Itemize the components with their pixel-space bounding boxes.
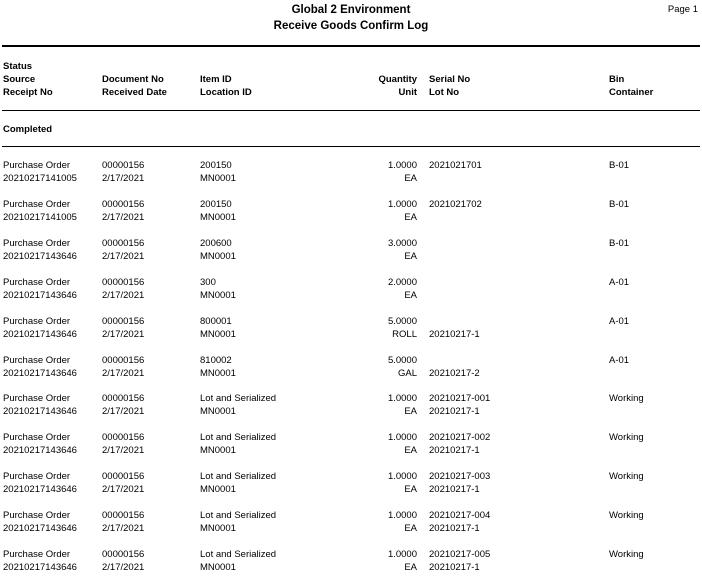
row-serial-no: 20210217-002: [429, 432, 491, 443]
column-header-lot-no: Lot No: [429, 87, 460, 98]
row-item-id: Lot and Serialized: [200, 471, 277, 482]
row-quantity: 1.0000: [387, 160, 417, 171]
row-source: Purchase Order: [3, 432, 71, 443]
column-header-receipt-no: Receipt No: [3, 87, 53, 98]
row-receipt-no: 20210217143646: [3, 484, 77, 495]
row-bin: Working: [609, 471, 644, 482]
row-received-date: 2/17/2021: [102, 212, 145, 223]
row-document-no: 00000156: [102, 238, 145, 249]
row-bin: A-01: [609, 355, 630, 366]
row-received-date: 2/17/2021: [102, 523, 145, 534]
table-row: [0, 315, 702, 342]
row-bin: Working: [609, 510, 644, 521]
column-header-item-id: Item ID: [200, 74, 232, 85]
row-item-id: 200150: [200, 199, 232, 210]
row-document-no: 00000156: [102, 277, 145, 288]
table-row: [0, 470, 702, 497]
row-item-id: 200600: [200, 238, 232, 249]
log-rows: [0, 159, 702, 583]
row-document-no: 00000156: [102, 432, 145, 443]
row-source: Purchase Order: [3, 316, 71, 327]
row-receipt-no: 20210217143646: [3, 368, 77, 379]
column-header-received-date: Received Date: [102, 87, 167, 98]
row-received-date: 2/17/2021: [102, 251, 145, 262]
row-source: Purchase Order: [3, 549, 71, 560]
row-quantity: 1.0000: [387, 199, 417, 210]
row-quantity: 1.0000: [387, 471, 417, 482]
row-document-no: 00000156: [102, 316, 145, 327]
row-receipt-no: 20210217143646: [3, 523, 77, 534]
row-unit: EA: [404, 523, 417, 534]
row-serial-no: 20210217-003: [429, 471, 491, 482]
row-receipt-no: 20210217143646: [3, 251, 77, 262]
row-receipt-no: 20210217143646: [3, 406, 77, 417]
row-bin: Working: [609, 549, 644, 560]
row-unit: EA: [404, 484, 417, 495]
row-unit: EA: [404, 445, 417, 456]
row-document-no: 00000156: [102, 393, 145, 404]
header-divider: [2, 45, 700, 47]
column-header-divider: [2, 110, 700, 111]
row-lot-no: 20210217-1: [429, 445, 480, 456]
row-source: Purchase Order: [3, 238, 71, 249]
row-bin: B-01: [609, 238, 630, 249]
row-document-no: 00000156: [102, 549, 145, 560]
table-row: [0, 354, 702, 381]
table-row: [0, 237, 702, 264]
row-serial-no: 20210217-005: [429, 549, 491, 560]
row-document-no: 00000156: [102, 160, 145, 171]
row-location-id: MN0001: [200, 251, 236, 262]
row-unit: EA: [404, 173, 417, 184]
row-document-no: 00000156: [102, 199, 145, 210]
row-serial-no: 2021021702: [429, 199, 482, 210]
row-location-id: MN0001: [200, 212, 236, 223]
row-location-id: MN0001: [200, 445, 236, 456]
row-source: Purchase Order: [3, 160, 71, 171]
row-received-date: 2/17/2021: [102, 445, 145, 456]
row-source: Purchase Order: [3, 393, 71, 404]
row-item-id: Lot and Serialized: [200, 393, 277, 404]
row-lot-no: 20210217-1: [429, 329, 480, 340]
row-received-date: 2/17/2021: [102, 406, 145, 417]
row-source: Purchase Order: [3, 199, 71, 210]
section-divider: [2, 146, 700, 147]
table-row: [0, 159, 702, 186]
row-lot-no: 20210217-1: [429, 562, 480, 573]
table-row: [0, 198, 702, 225]
column-header-status: Status: [3, 61, 33, 72]
column-header-serial-no: Serial No: [429, 74, 471, 85]
table-row: [0, 431, 702, 458]
row-receipt-no: 20210217143646: [3, 290, 77, 301]
row-bin: Working: [609, 432, 644, 443]
row-serial-no: 20210217-004: [429, 510, 491, 521]
row-location-id: MN0001: [200, 290, 236, 301]
row-item-id: 200150: [200, 160, 232, 171]
row-location-id: MN0001: [200, 368, 236, 379]
row-location-id: MN0001: [200, 406, 236, 417]
row-bin: Working: [609, 393, 644, 404]
row-unit: ROLL: [392, 329, 417, 340]
row-unit: EA: [404, 406, 417, 417]
row-unit: GAL: [397, 368, 417, 379]
column-header-quantity: Quantity: [378, 74, 417, 85]
row-document-no: 00000156: [102, 510, 145, 521]
section-label: Completed: [3, 124, 53, 135]
row-quantity: 5.0000: [387, 355, 417, 366]
row-item-id: Lot and Serialized: [200, 549, 277, 560]
row-unit: EA: [404, 251, 417, 262]
row-quantity: 1.0000: [387, 393, 417, 404]
report-header: [0, 3, 702, 39]
row-quantity: 2.0000: [387, 277, 417, 288]
row-received-date: 2/17/2021: [102, 173, 145, 184]
row-item-id: Lot and Serialized: [200, 510, 277, 521]
row-receipt-no: 20210217143646: [3, 562, 77, 573]
row-receipt-no: 20210217141005: [3, 173, 77, 184]
table-row: [0, 548, 702, 575]
row-quantity: 5.0000: [387, 316, 417, 327]
row-location-id: MN0001: [200, 484, 236, 495]
row-bin: B-01: [609, 160, 630, 171]
row-location-id: MN0001: [200, 523, 236, 534]
row-bin: A-01: [609, 277, 630, 288]
row-quantity: 1.0000: [387, 510, 417, 521]
column-header-container: Container: [609, 87, 654, 98]
row-location-id: MN0001: [200, 173, 236, 184]
column-header-location-id: Location ID: [200, 87, 252, 98]
row-source: Purchase Order: [3, 277, 71, 288]
report-title: Global 2 Environment: [291, 4, 411, 16]
row-lot-no: 20210217-1: [429, 406, 480, 417]
row-received-date: 2/17/2021: [102, 329, 145, 340]
row-received-date: 2/17/2021: [102, 368, 145, 379]
row-receipt-no: 20210217143646: [3, 445, 77, 456]
row-serial-no: 20210217-001: [429, 393, 491, 404]
row-bin: B-01: [609, 199, 630, 210]
column-header-unit: Unit: [398, 87, 417, 98]
row-receipt-no: 20210217143646: [3, 329, 77, 340]
column-header-document-no: Document No: [102, 74, 164, 85]
row-item-id: 300: [200, 277, 216, 288]
column-header-source: Source: [3, 74, 36, 85]
row-quantity: 3.0000: [387, 238, 417, 249]
row-quantity: 1.0000: [387, 432, 417, 443]
row-received-date: 2/17/2021: [102, 484, 145, 495]
row-document-no: 00000156: [102, 355, 145, 366]
row-item-id: Lot and Serialized: [200, 432, 277, 443]
row-unit: EA: [404, 290, 417, 301]
column-headers: [0, 60, 702, 100]
row-source: Purchase Order: [3, 471, 71, 482]
row-source: Purchase Order: [3, 510, 71, 521]
report-subtitle: Receive Goods Confirm Log: [273, 20, 429, 32]
row-document-no: 00000156: [102, 471, 145, 482]
row-item-id: 810002: [200, 355, 232, 366]
page-number: Page 1: [667, 4, 698, 15]
row-source: Purchase Order: [3, 355, 71, 366]
row-location-id: MN0001: [200, 329, 236, 340]
table-row: [0, 392, 702, 419]
row-received-date: 2/17/2021: [102, 290, 145, 301]
column-header-bin: Bin: [609, 74, 625, 85]
row-bin: A-01: [609, 316, 630, 327]
table-row: [0, 509, 702, 536]
row-unit: EA: [404, 212, 417, 223]
row-lot-no: 20210217-1: [429, 523, 480, 534]
row-lot-no: 20210217-2: [429, 368, 480, 379]
row-location-id: MN0001: [200, 562, 236, 573]
table-row: [0, 276, 702, 303]
row-serial-no: 2021021701: [429, 160, 482, 171]
row-receipt-no: 20210217141005: [3, 212, 77, 223]
row-item-id: 800001: [200, 316, 232, 327]
row-unit: EA: [404, 562, 417, 573]
row-quantity: 1.0000: [387, 549, 417, 560]
row-lot-no: 20210217-1: [429, 484, 480, 495]
row-received-date: 2/17/2021: [102, 562, 145, 573]
